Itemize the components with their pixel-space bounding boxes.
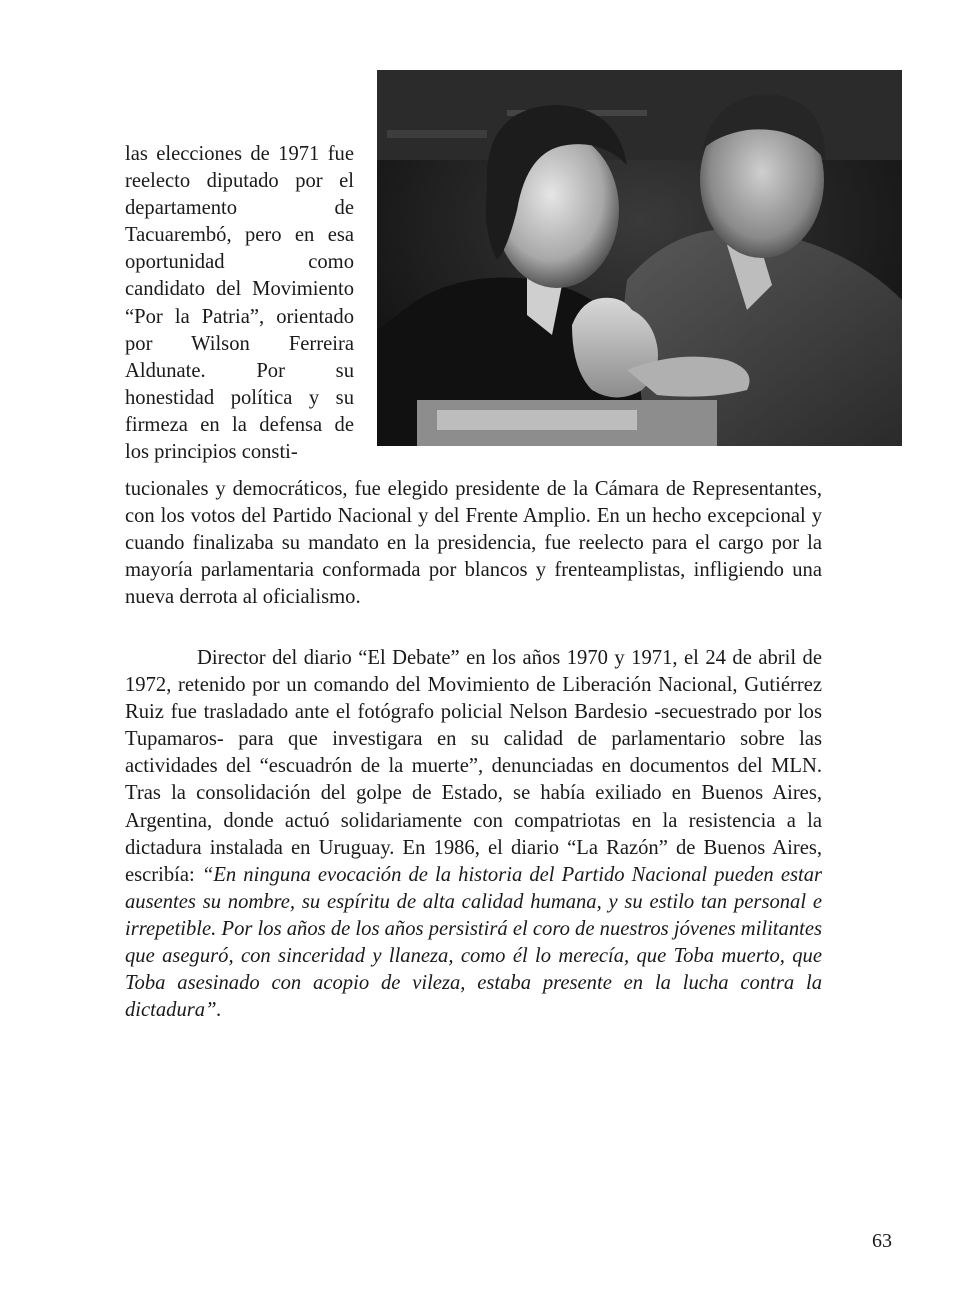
page-number: 63 — [872, 1230, 892, 1252]
paragraph1-wide-text: tucionales y democráticos, fue elegido presidente de la Cámara de Representantes, con los votos del Partido Nacional y del Frente Amplio. En un hecho excepcional y cuando finalizaba su mandato en la presidencia, fue reelecto para el cargo por la mayoría parlamentaria conformada por blancos y frenteamplistas, infligiendo una nueva derrota al oficialismo. — [125, 478, 822, 609]
paragraph2 — [125, 645, 822, 1024]
paragraph2-quote: “En ninguna evocación de la historia del Partido Nacional pueden estar ausentes su nombre, su espíritu de alta calidad humana, y su estilo tan personal e irrepetible. Por los años de los años persistirá el coro de nuestros jóvenes militantes que aseguró, con sinceridad y llaneza, como él lo merecía, que Toba muerto, que Toba asesinado con acopio de vileza, estaba presente en la lucha contra la dictadura”. — [125, 863, 823, 1022]
photograph — [377, 70, 902, 446]
paragraph2-text: Director del diario “El Debate” en los años 1970 y 1971, el 24 de abril de 1972, retenido por un comando del Movimiento de Liberación Nacional, Gutiérrez Ruiz fue trasladado ante el fotógrafo policial Nelson Bardesio -secuestrado por los Tupamaros- para que investigara en su calidad de parlamentario sobre las actividades del “escuadrón de la muerte”, denunciadas en documentos del MLN. Tras la consolidación del golpe de Estado, se había exiliado en Buenos Aires, Argentina, donde actuó solidariamente con compatriotas en la resistencia a la dictadura instalada en Uruguay. En 1986, el diario “La Razón” de Buenos Aires, escribía: — [125, 647, 822, 886]
photograph-two-men-conversing-icon — [377, 70, 902, 446]
paragraph1-narrow-text: las elecciones de 1971 fue reelecto diputado por el departamento de Tacuarembó, pero en esa oportunidad como candidato del Movimiento “Por la Patria”, orientado por Wilson Ferreira Aldunate. Por su honestidad política y su firmeza en la defensa de los principios consti- — [125, 143, 354, 464]
